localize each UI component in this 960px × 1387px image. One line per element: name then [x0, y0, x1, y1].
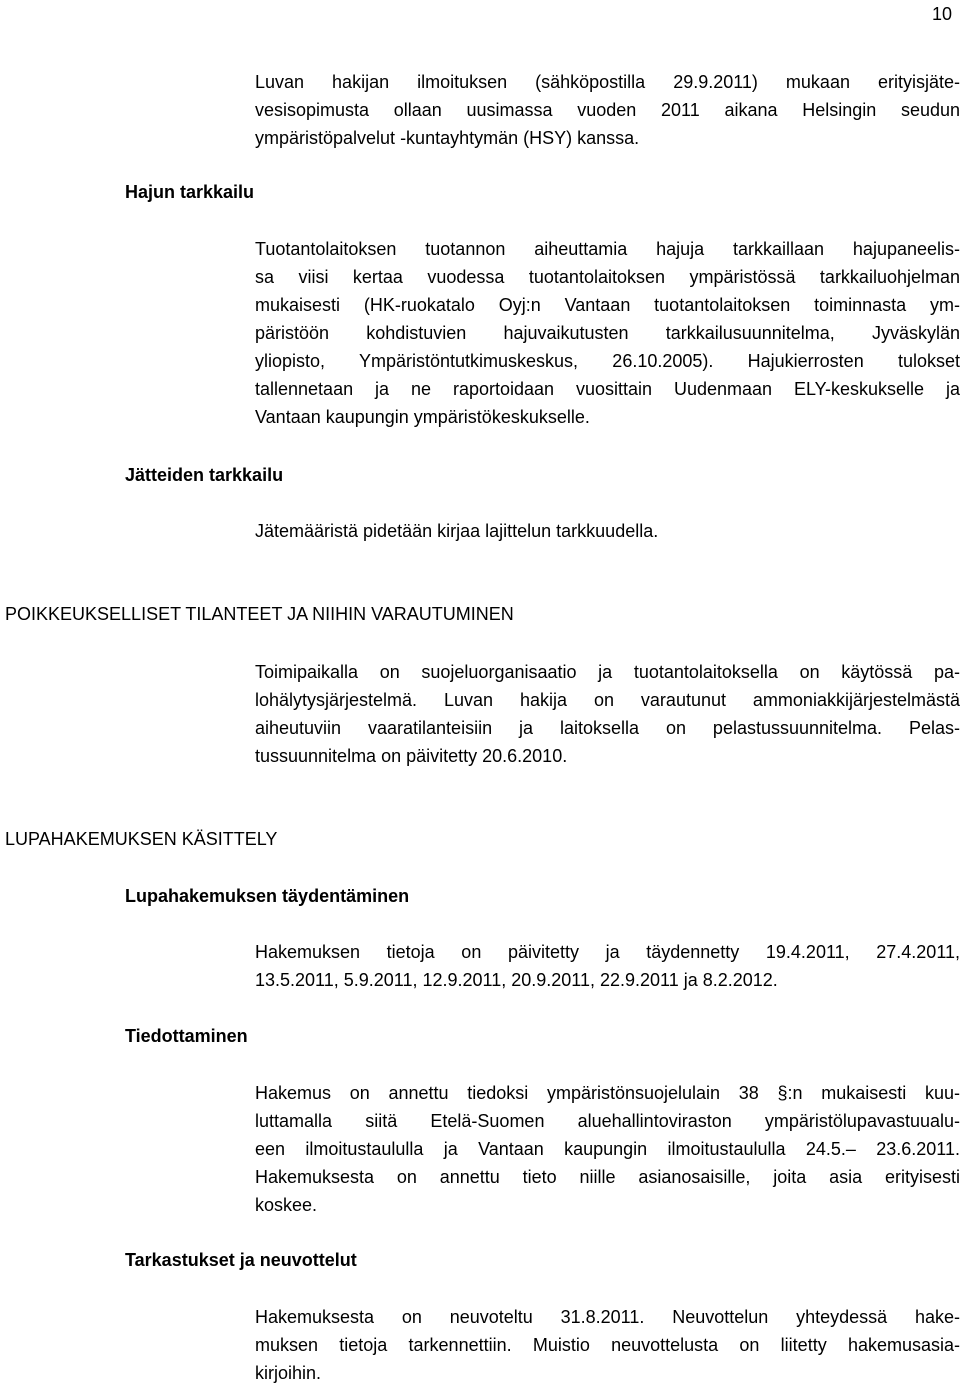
paragraph-line: Hakemuksesta on neuvoteltu 31.8.2011. Neuvottelun yhteydessä hake- — [255, 1307, 960, 1327]
paragraph-line: Tuotantolaitoksen tuotannon aiheuttamia hajuja tarkkaillaan hajupaneelis- — [255, 239, 960, 259]
exceptional-situations-paragraph — [255, 658, 960, 770]
paragraph-line: päristöön kohdistuvien hajuvaikutusten tarkkailusuunnitelma, Jyväskylän — [255, 323, 960, 343]
inspections-paragraph — [255, 1303, 960, 1387]
paragraph-line: kirjoihin. — [255, 1363, 322, 1383]
inspections-heading: Tarkastukset ja neuvottelut — [125, 1250, 357, 1270]
intro-paragraph — [255, 68, 960, 152]
page-number: 10 — [931, 4, 952, 24]
paragraph-line: koskee. — [255, 1195, 318, 1215]
paragraph-line: tussuunnitelma on päivitetty 20.6.2010. — [255, 746, 568, 766]
paragraph-line: aiheutuviin vaaratilanteisiin ja laitoksella on pelastussuunnitelma. Pelas- — [255, 718, 960, 738]
paragraph-line: mukaisesti (HK-ruokatalo Oyj:n Vantaan tuotantolaitoksen toiminnasta ym- — [255, 295, 960, 315]
paragraph-line: Hakemuksesta on annettu tieto niille asianosaisille, joita asia erityisesti — [255, 1167, 960, 1187]
paragraph-line: ympäristöpalvelut -kuntayhtymän (HSY) kanssa. — [255, 128, 640, 148]
paragraph-line: lohälytysjärjestelmä. Luvan hakija on varautunut ammoniakkijärjestelmästä — [255, 690, 960, 710]
paragraph-line: Hakemus on annettu tiedoksi ympäristönsuojelulain 38 §:n mukaisesti kuu- — [255, 1083, 960, 1103]
paragraph-line: luttamalla siitä Etelä-Suomen aluehallintoviraston ympäristölupavastuualu- — [255, 1111, 960, 1131]
waste-monitoring-heading: Jätteiden tarkkailu — [125, 465, 284, 485]
exceptional-situations-heading: POIKKEUKSELLISET TILANTEET JA NIIHIN VARAUTUMINEN — [5, 604, 514, 624]
paragraph-line: een ilmoitustaululla ja Vantaan kaupungin ilmoitustaululla 24.5.– 23.6.2011. — [255, 1139, 960, 1159]
paragraph-line: tallennetaan ja ne raportoidaan vuosittain Uudenmaan ELY-keskukselle ja — [255, 379, 960, 399]
paragraph-line: Jätemääristä pidetään kirjaa lajittelun tarkkuudella. — [255, 521, 659, 541]
paragraph-line: yliopisto, Ympäristöntutkimuskeskus, 26.10.2005). Hajukierrosten tulokset — [255, 351, 960, 371]
paragraph-line: 13.5.2011, 5.9.2011, 12.9.2011, 20.9.2011, 22.9.2011 ja 8.2.2012. — [255, 970, 778, 990]
paragraph-line: Toimipaikalla on suojeluorganisaatio ja tuotantolaitoksella on käytössä pa- — [255, 662, 960, 682]
paragraph-line: muksen tietoja tarkennettiin. Muistio neuvottelusta on liitetty hakemusasia- — [255, 1335, 960, 1355]
application-processing-heading: LUPAHAKEMUKSEN KÄSITTELY — [5, 829, 278, 849]
odor-monitoring-paragraph — [255, 235, 960, 431]
paragraph-line: Vantaan kaupungin ympäristökeskukselle. — [255, 407, 590, 427]
notification-paragraph — [255, 1079, 960, 1219]
application-supplement-paragraph — [255, 938, 960, 994]
paragraph-line: vesisopimusta ollaan uusimassa vuoden 2011 aikana Helsingin seudun — [255, 100, 960, 120]
application-supplement-heading: Lupahakemuksen täydentäminen — [125, 886, 410, 906]
odor-monitoring-heading: Hajun tarkkailu — [125, 182, 255, 202]
waste-monitoring-paragraph — [255, 517, 960, 545]
paragraph-line: Luvan hakijan ilmoituksen (sähköpostilla 29.9.2011) mukaan erityisjäte- — [255, 72, 960, 92]
paragraph-line: Hakemuksen tietoja on päivitetty ja täydennetty 19.4.2011, 27.4.2011, — [255, 942, 960, 962]
paragraph-line: sa viisi kertaa vuodessa tuotantolaitoksen ympäristössä tarkkailuohjelman — [255, 267, 960, 287]
notification-heading: Tiedottaminen — [125, 1026, 248, 1046]
